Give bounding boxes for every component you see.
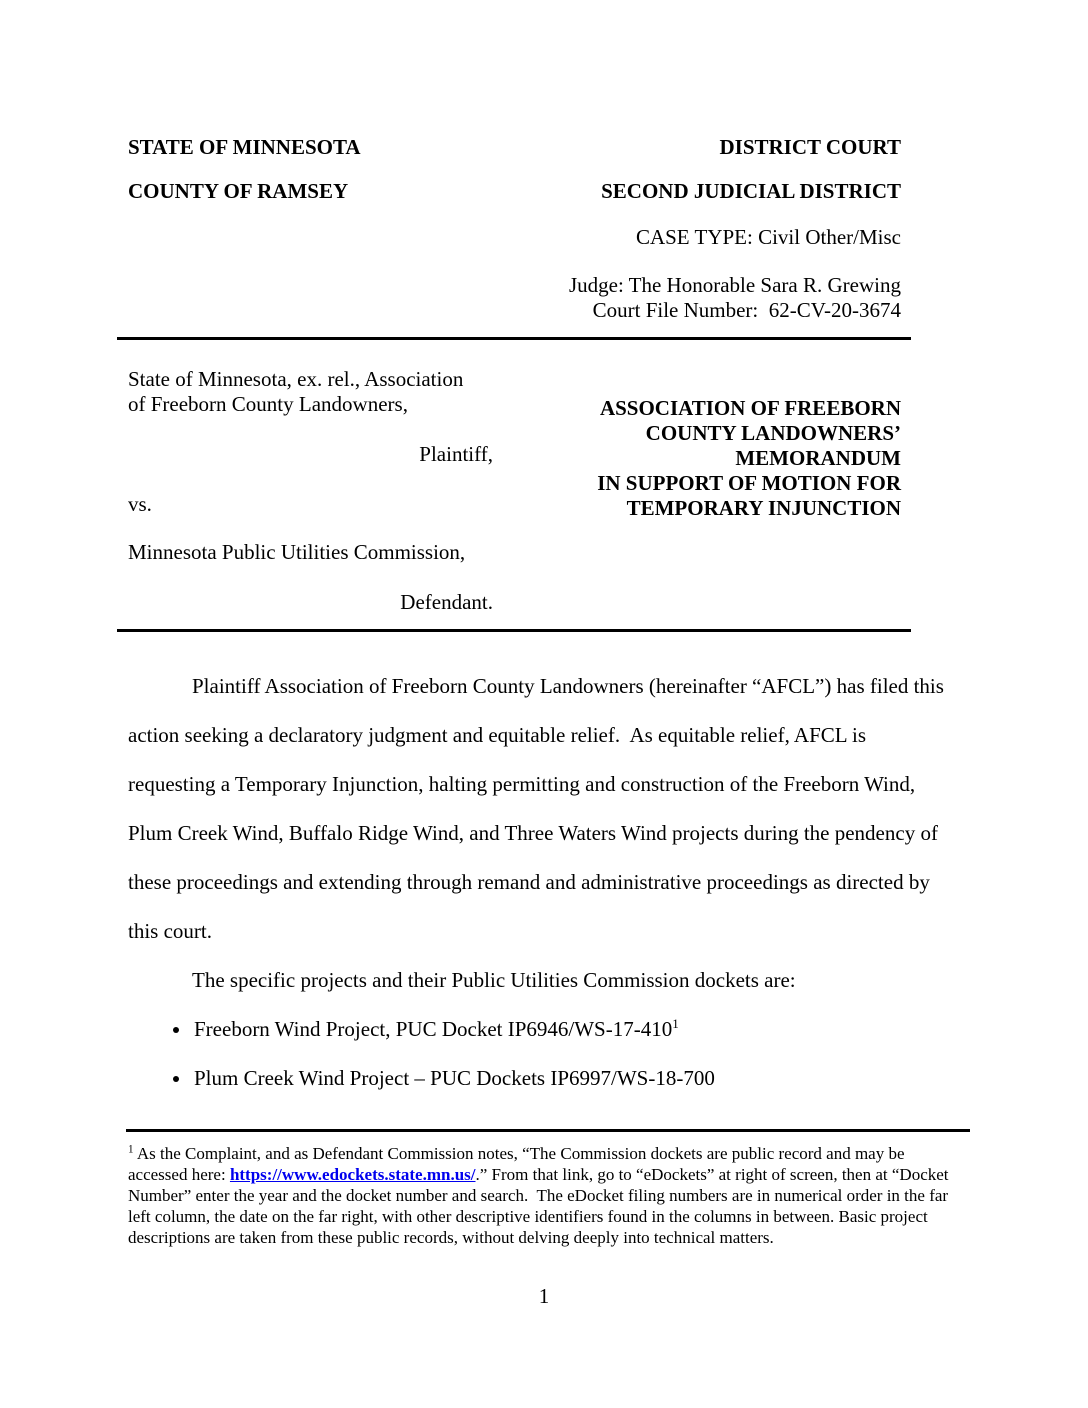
versus: vs.	[128, 492, 152, 516]
memorandum-title-line-2: COUNTY LANDOWNERS’	[645, 421, 901, 445]
court-label: DISTRICT COURT	[719, 135, 901, 159]
docket-list	[128, 1005, 958, 1103]
header-row-1	[128, 134, 901, 160]
state-label: STATE OF MINNESOTA	[128, 135, 361, 159]
memorandum-title-line-5: TEMPORARY INJUNCTION	[626, 496, 901, 520]
footnote-separator	[126, 1129, 970, 1132]
district-label: SECOND JUDICIAL DISTRICT	[601, 179, 901, 203]
edockets-link[interactable]: https://www.edockets.state.mn.us/	[229, 1165, 476, 1184]
docket-item-text: Freeborn Wind Project, PUC Docket IP6946/WS-17-410	[194, 1017, 673, 1041]
docket-item	[192, 1054, 958, 1103]
plaintiff-role: Plaintiff,	[419, 442, 493, 466]
footnote-ref: 1	[672, 1016, 679, 1031]
file-number-line: Court File Number: 62-CV-20-3674	[592, 298, 901, 322]
body-paragraph-1: Plaintiff Association of Freeborn County Landowners (hereinafter “AFCL”) has filed this action seeking a declaratory judgment and equitable relief. As equitable relief, AFCL is requesting a Temporary Injunction, halting permitting and construction of the Freeborn Wind, Plum Creek Wind, Buffalo Ridge Wind, and Three Waters Wind projects during the pendency of these proceedings and extending through remand and administrative proceedings as directed by this court.	[128, 674, 950, 943]
judge-line: Judge: The Honorable Sara R. Grewing	[568, 273, 901, 297]
memorandum-title-line-1: ASSOCIATION OF FREEBORN	[599, 396, 901, 420]
case-caption	[128, 340, 958, 629]
footnote	[128, 1143, 960, 1248]
plaintiff-name-line-2: of Freeborn County Landowners,	[128, 392, 408, 416]
body-paragraph-2: The specific projects and their Public Utilities Commission dockets are:	[192, 968, 796, 992]
defendant-name: Minnesota Public Utilities Commission,	[128, 540, 466, 564]
judge-block	[128, 273, 901, 323]
county-label: COUNTY OF RAMSEY	[128, 179, 349, 203]
memorandum-title-line-3: MEMORANDUM	[735, 446, 901, 470]
caption-parties	[128, 367, 493, 615]
header-row-2	[128, 178, 901, 204]
page-number: 1	[538, 1284, 550, 1308]
footnote-marker: 1	[128, 1143, 134, 1156]
memorandum-title-line-4: IN SUPPORT OF MOTION FOR	[597, 471, 901, 495]
defendant-role: Defendant.	[400, 590, 493, 614]
docket-item	[192, 1005, 958, 1054]
caption-divider-bottom	[117, 629, 911, 632]
court-header	[128, 134, 958, 323]
docket-item-text: Plum Creek Wind Project – PUC Dockets IP6997/WS-18-700	[194, 1066, 715, 1090]
memorandum-title	[555, 396, 901, 615]
case-type-line: CASE TYPE: Civil Other/Misc	[635, 225, 901, 249]
footnote-text-after-link: .” From that link, go to “eDockets” at right of screen, then at “Docket Number” enter the year and the docket number and search. The eDocket filing numbers are in numerical order in the far left column, the date on the far right, with other descriptive identifiers found in the columns in between. Basic project descriptions are taken from these public records, without delving deeply into technical matters.	[128, 1165, 953, 1247]
plaintiff-name-line-1: State of Minnesota, ex. rel., Association	[128, 367, 464, 391]
footnote-text-before-link: As the Complaint, and as Defendant Commission notes, “The Commission dockets are public record and may be accessed here:	[128, 1144, 909, 1184]
